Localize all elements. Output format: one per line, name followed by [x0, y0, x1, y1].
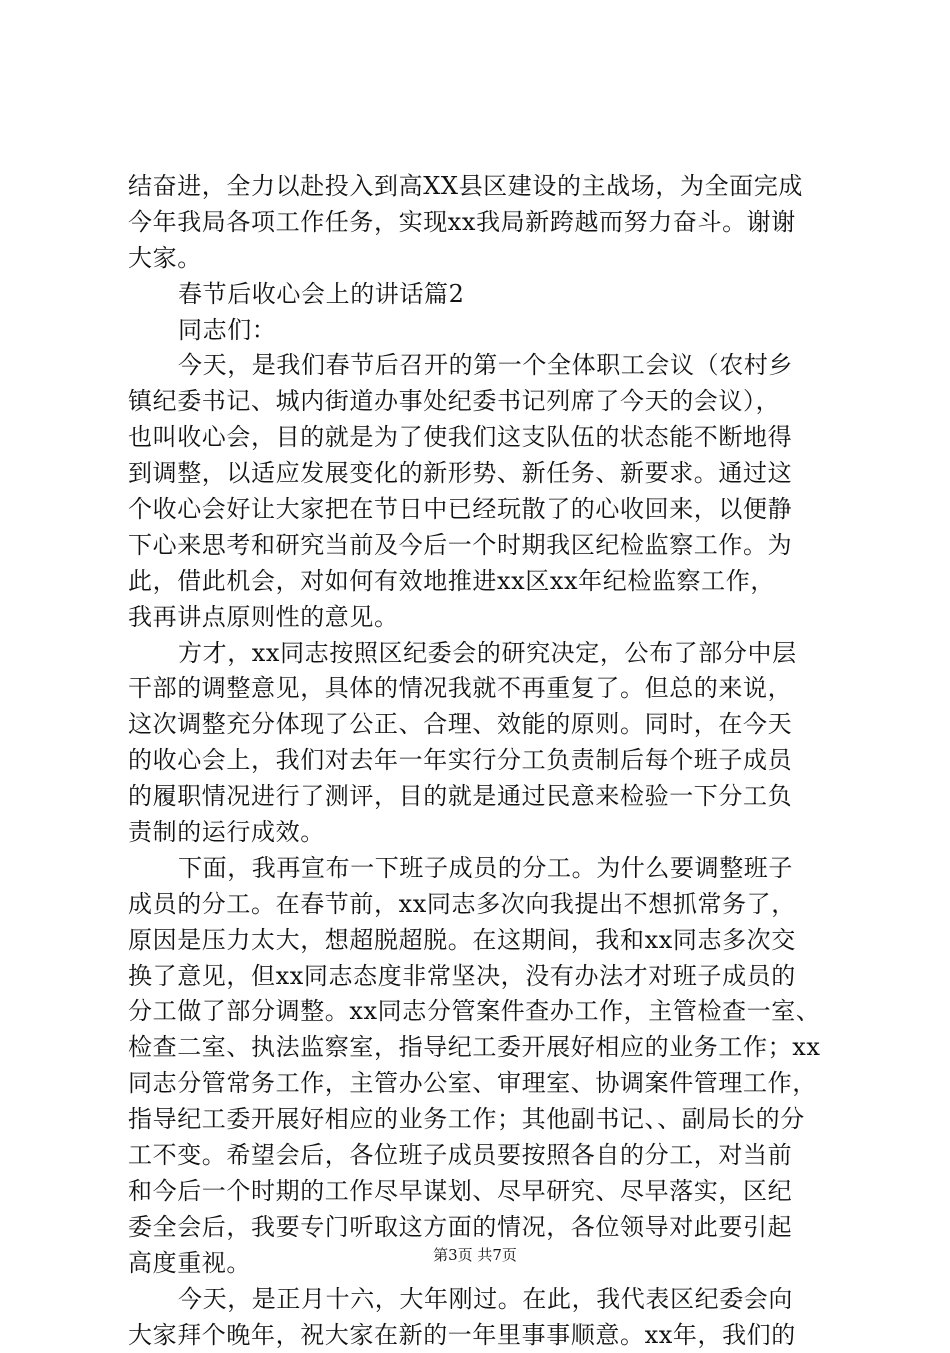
text-line: 指导纪工委开展好相应的业务工作；其他副书记、、副局长的分	[128, 1102, 842, 1138]
text-line: 下心来思考和研究当前及今后一个时期我区纪检监察工作。为	[128, 528, 842, 564]
text-line: 分工做了部分调整。xx同志分管案件查办工作，主管检查一室、	[128, 994, 842, 1030]
text-line: 也叫收心会，目的就是为了使我们这支队伍的状态能不断地得	[128, 420, 842, 456]
text-line: 干部的调整意见，具体的情况我就不再重复了。但总的来说，	[128, 671, 842, 707]
text-line: 下面，我再宣布一下班子成员的分工。为什么要调整班子	[128, 851, 842, 887]
text-line: 大家拜个晚年，祝大家在新的一年里事事顺意。xx年，我们的	[128, 1318, 842, 1353]
text-line: 的履职情况进行了测评，目的就是通过民意来检验一下分工负	[128, 779, 842, 815]
text-line: 同志们：	[128, 313, 842, 349]
text-line: 我再讲点原则性的意见。	[128, 600, 842, 636]
text-line: 镇纪委书记、城内街道办事处纪委书记列席了今天的会议），	[128, 384, 842, 420]
text-line: 今年我局各项工作任务，实现xx我局新跨越而努力奋斗。谢谢	[128, 205, 842, 241]
text-line: 春节后收心会上的讲话篇2	[128, 277, 842, 313]
text-line: 个收心会好让大家把在节日中已经玩散了的心收回来，以便静	[128, 492, 842, 528]
text-line: 这次调整充分体现了公正、合理、效能的原则。同时，在今天	[128, 707, 842, 743]
text-line: 的收心会上，我们对去年一年实行分工负责制后每个班子成员	[128, 743, 842, 779]
page-number-footer: 第3页 共7页	[0, 1246, 950, 1264]
text-line: 大家。	[128, 241, 842, 277]
text-line: 责制的运行成效。	[128, 815, 842, 851]
text-line: 同志分管常务工作，主管办公室、审理室、协调案件管理工作，	[128, 1066, 842, 1102]
text-line: 检查二室、执法监察室，指导纪工委开展好相应的业务工作；xx	[128, 1030, 842, 1066]
text-line: 结奋进，全力以赴投入到高XX县区建设的主战场，为全面完成	[128, 169, 842, 205]
document-body	[128, 169, 842, 1353]
text-line: 今天，是正月十六，大年刚过。在此，我代表区纪委会向	[128, 1282, 842, 1318]
text-line: 高度重视。	[128, 1246, 842, 1282]
text-line: 到调整，以适应发展变化的新形势、新任务、新要求。通过这	[128, 456, 842, 492]
text-line: 和今后一个时期的工作尽早谋划、尽早研究、尽早落实，区纪	[128, 1174, 842, 1210]
text-line: 工不变。希望会后，各位班子成员要按照各自的分工，对当前	[128, 1138, 842, 1174]
text-line: 方才，xx同志按照区纪委会的研究决定，公布了部分中层	[128, 636, 842, 672]
text-line: 今天，是我们春节后召开的第一个全体职工会议（农村乡	[128, 348, 842, 384]
text-line: 此，借此机会，对如何有效地推进xx区xx年纪检监察工作，	[128, 564, 842, 600]
text-line: 委全会后，我要专门听取这方面的情况，各位领导对此要引起	[128, 1210, 842, 1246]
text-line: 成员的分工。在春节前，xx同志多次向我提出不想抓常务了，	[128, 887, 842, 923]
text-line: 换了意见，但xx同志态度非常坚决，没有办法才对班子成员的	[128, 959, 842, 995]
text-line: 原因是压力太大，想超脱超脱。在这期间，我和xx同志多次交	[128, 923, 842, 959]
